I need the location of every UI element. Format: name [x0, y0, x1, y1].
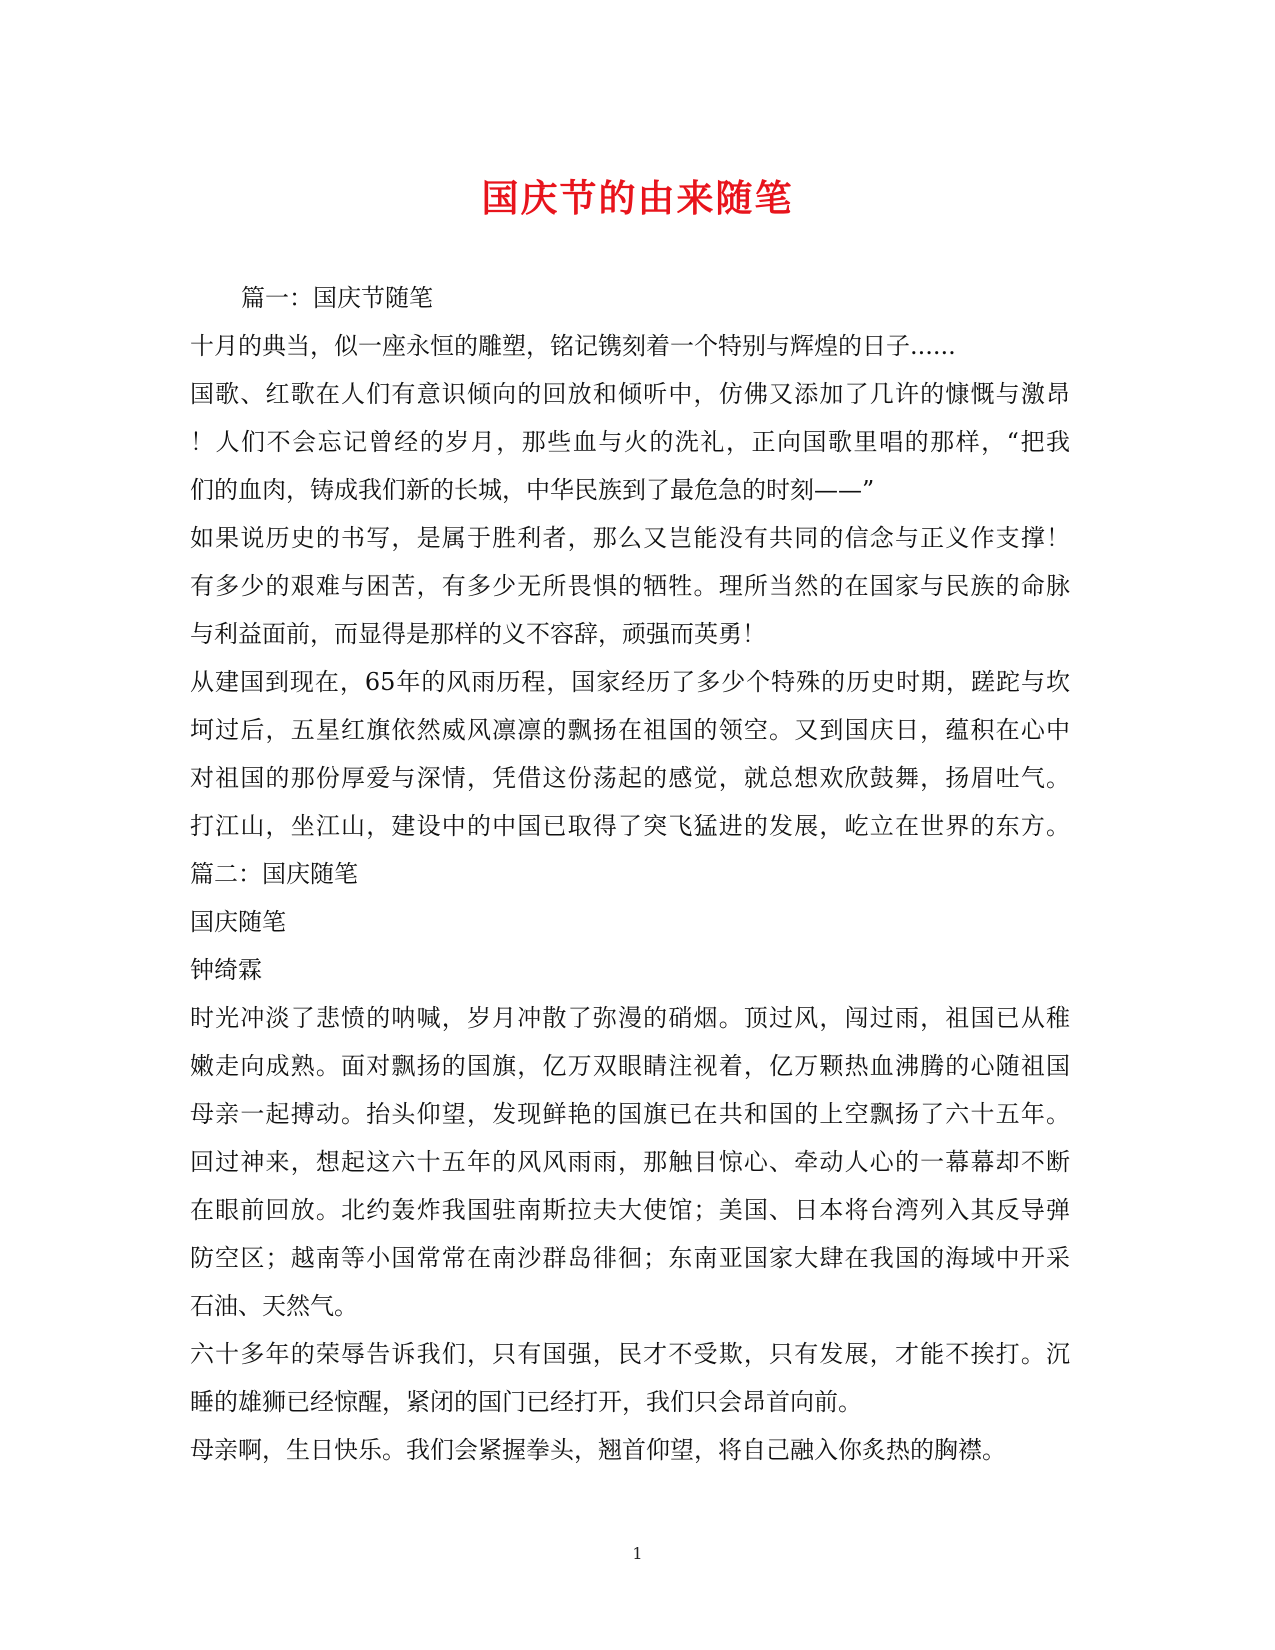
text-line: 从建国到现在，65年的风雨历程，国家经历了多少个特殊的历史时期，蹉跎与坎	[190, 668, 1070, 696]
section-heading-2: 篇二：国庆随笔	[190, 860, 358, 888]
text-line: 时光冲淡了悲愤的呐喊，岁月冲散了弥漫的硝烟。顶过风，闯过雨，祖国已从稚	[190, 1004, 1070, 1032]
page-number: 1	[632, 1544, 643, 1563]
text-line: 母亲啊，生日快乐。我们会紧握拳头，翘首仰望，将自己融入你炙热的胸襟。	[190, 1436, 1006, 1464]
text-line: 打江山，坐江山，建设中的中国已取得了突飞猛进的发展，屹立在世界的东方。	[190, 812, 1070, 840]
text-line: 对祖国的那份厚爱与深情，凭借这份荡起的感觉，就总想欢欣鼓舞，扬眉吐气。	[190, 764, 1070, 792]
text-line: 国歌、红歌在人们有意识倾向的回放和倾听中，仿佛又添加了几许的慷慨与激昂	[190, 380, 1070, 408]
text-line: 们的血肉，铸成我们新的长城，中华民族到了最危急的时刻——”	[190, 476, 875, 504]
text-line: 有多少的艰难与困苦，有多少无所畏惧的牺牲。理所当然的在国家与民族的命脉	[190, 572, 1070, 600]
author-name: 钟绮霖	[190, 956, 262, 984]
text-line: 嫩走向成熟。面对飘扬的国旗，亿万双眼睛注视着，亿万颗热血沸腾的心随祖国	[190, 1052, 1070, 1080]
essay-title: 国庆随笔	[190, 908, 286, 936]
text-line: 石油、天然气。	[190, 1292, 358, 1320]
text-line: 回过神来，想起这六十五年的风风雨雨，那触目惊心、牵动人心的一幕幕却不断	[190, 1148, 1070, 1176]
text-line: 六十多年的荣辱告诉我们，只有国强，民才不受欺，只有发展，才能不挨打。沉	[190, 1340, 1070, 1368]
text-line: 与利益面前，而显得是那样的义不容辞，顽强而英勇！	[190, 620, 766, 648]
document-title: 国庆节的由来随笔	[481, 176, 794, 220]
text-line: 睡的雄狮已经惊醒，紧闭的国门已经打开，我们只会昂首向前。	[190, 1388, 862, 1416]
text-line: 母亲一起搏动。抬头仰望，发现鲜艳的国旗已在共和国的上空飘扬了六十五年。	[190, 1100, 1070, 1128]
text-line: 十月的典当，似一座永恒的雕塑，铭记镌刻着一个特别与辉煌的日子......	[190, 332, 956, 360]
text-line: 防空区；越南等小国常常在南沙群岛徘徊；东南亚国家大肆在我国的海域中开采	[190, 1244, 1070, 1272]
text-line: 在眼前回放。北约轰炸我国驻南斯拉夫大使馆；美国、日本将台湾列入其反导弹	[190, 1196, 1070, 1224]
document-body	[190, 280, 1070, 1480]
text-line: 坷过后，五星红旗依然威风凛凛的飘扬在祖国的领空。又到国庆日，蕴积在心中	[190, 716, 1070, 744]
text-line: 如果说历史的书写，是属于胜利者，那么又岂能没有共同的信念与正义作支撑！	[190, 524, 1070, 552]
text-line: ！人们不会忘记曾经的岁月，那些血与火的洗礼，正向国歌里唱的那样，“把我	[190, 428, 1070, 456]
section-heading-1: 篇一：国庆节随笔	[241, 284, 433, 312]
